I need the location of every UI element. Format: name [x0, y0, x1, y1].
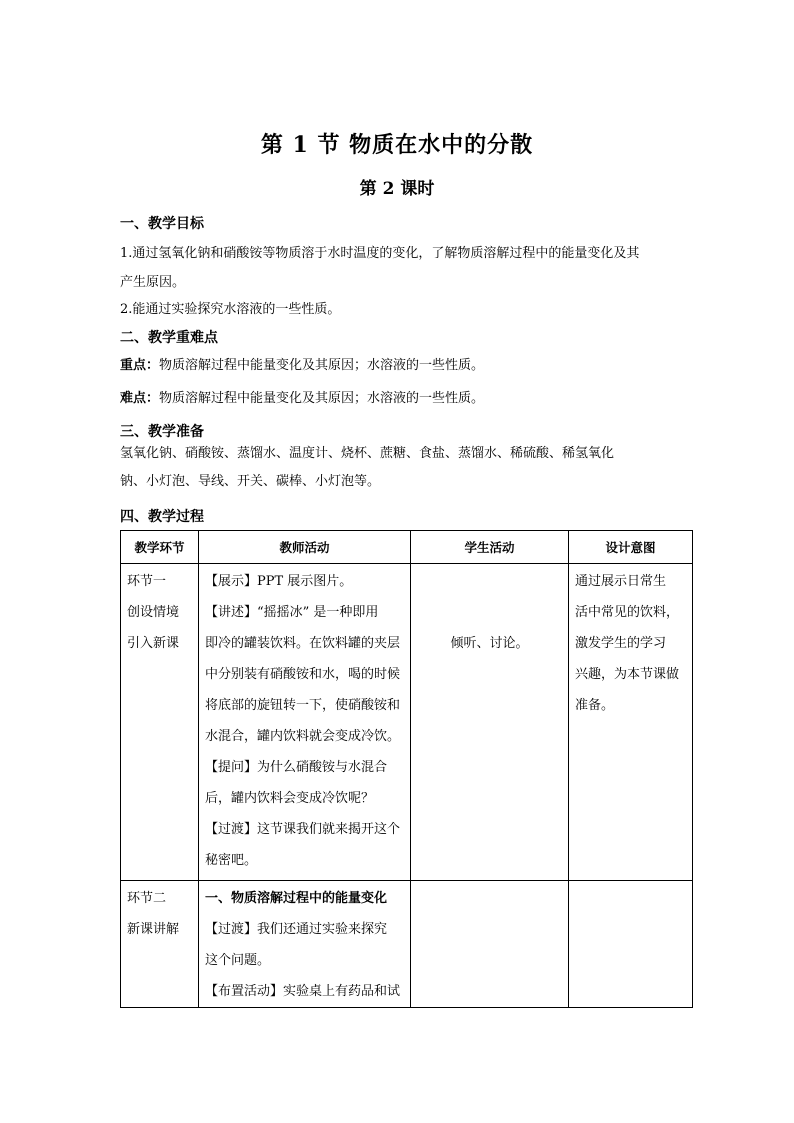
header-student: 学生活动 — [411, 531, 569, 564]
section-heading-goals: 一、教学目标 — [120, 216, 204, 232]
header-stage: 教学环节 — [121, 531, 199, 564]
intent-line: 活中常见的饮料， — [575, 605, 680, 620]
teacher-line: 即冷的罐装饮料。在饮料罐的夹层 — [205, 636, 401, 651]
teacher-line: 【过渡】这节课我们就来揭开这个 — [205, 822, 401, 837]
intent-line: 通过展示日常生 — [575, 574, 667, 589]
difficulty-label: 难点： — [120, 391, 160, 406]
teaching-process-table — [120, 530, 693, 1008]
teacher-line: 将底部的旋钮转一下，使硝酸铵和 — [205, 698, 401, 713]
goals-line-2: 产生原因。 — [120, 275, 186, 290]
student-cell — [411, 881, 569, 1008]
table-row — [121, 881, 693, 1008]
student-activity: 倾听、讨论。 — [450, 636, 529, 651]
section-heading-prep: 三、教学准备 — [120, 424, 204, 440]
teacher-line: 这个问题。 — [205, 953, 271, 968]
stage-line: 新课讲解 — [127, 922, 180, 937]
stage-line: 创设情境 — [127, 605, 180, 620]
teacher-line: 秘密吧。 — [205, 853, 258, 868]
teacher-line: 【提问】为什么硝酸铵与水混合 — [205, 760, 388, 775]
page-subtitle: 第 2 课时 — [359, 179, 435, 199]
teacher-line: 一、物质溶解过程中的能量变化 — [205, 891, 388, 906]
intent-line: 兴趣，为本节课做 — [575, 667, 680, 682]
teacher-cell — [199, 881, 411, 1008]
teacher-line: 【过渡】我们还通过实验来探究 — [205, 922, 388, 937]
teacher-line: 【展示】PPT 展示图片。 — [205, 574, 353, 589]
goals-line-1: 1.通过氢氧化钠和硝酸铵等物质溶于水时温度的变化，了解物质溶解过程中的能量变化及其 — [120, 246, 640, 261]
prep-line-2: 钠、小灯泡、导线、开关、碳棒、小灯泡等。 — [120, 474, 381, 489]
difficulty-line — [120, 389, 680, 409]
section-heading-process: 四、教学过程 — [120, 509, 204, 525]
keypoint-label: 重点： — [120, 358, 160, 373]
student-cell — [411, 564, 569, 881]
stage-line: 引入新课 — [127, 636, 180, 651]
teacher-line: 【布置活动】实验桌上有药品和试 — [205, 984, 401, 999]
teacher-line: 中分别装有硝酸铵和水，喝的时候 — [205, 667, 401, 682]
stage-cell — [121, 881, 199, 1008]
teacher-line: 水混合，罐内饮料就会变成冷饮。 — [205, 729, 401, 744]
intent-cell — [569, 881, 693, 1008]
page-title: 第 1 节 物质在水中的分散 — [260, 132, 534, 158]
table-row — [121, 564, 693, 881]
difficulty-text: 物质溶解过程中能量变化及其原因；水溶液的一些性质。 — [159, 391, 485, 406]
intent-line: 准备。 — [575, 698, 615, 713]
prep-line-1: 氢氧化钠、硝酸铵、蒸馏水、温度计、烧杯、蔗糖、食盐、蒸馏水、稀硫酸、稀氢氧化 — [120, 446, 615, 461]
intent-cell — [569, 564, 693, 881]
intent-line: 激发学生的学习 — [575, 636, 667, 651]
teacher-cell — [199, 564, 411, 881]
keypoint-line — [120, 356, 680, 376]
stage-cell — [121, 564, 199, 881]
section-heading-keypoints: 二、教学重难点 — [120, 330, 218, 346]
teacher-line: 后，罐内饮料会变成冷饮呢？ — [205, 791, 375, 806]
table-header-row — [121, 531, 693, 564]
goals-line-3: 2.能通过实验探究水溶液的一些性质。 — [120, 302, 341, 317]
teacher-line: 【讲述】“摇摇冰” 是一种即用 — [205, 605, 379, 620]
header-teacher: 教师活动 — [199, 531, 411, 564]
stage-line: 环节二 — [127, 891, 167, 906]
stage-line: 环节一 — [127, 574, 167, 589]
header-intent: 设计意图 — [569, 531, 693, 564]
keypoint-text: 物质溶解过程中能量变化及其原因；水溶液的一些性质。 — [159, 358, 485, 373]
